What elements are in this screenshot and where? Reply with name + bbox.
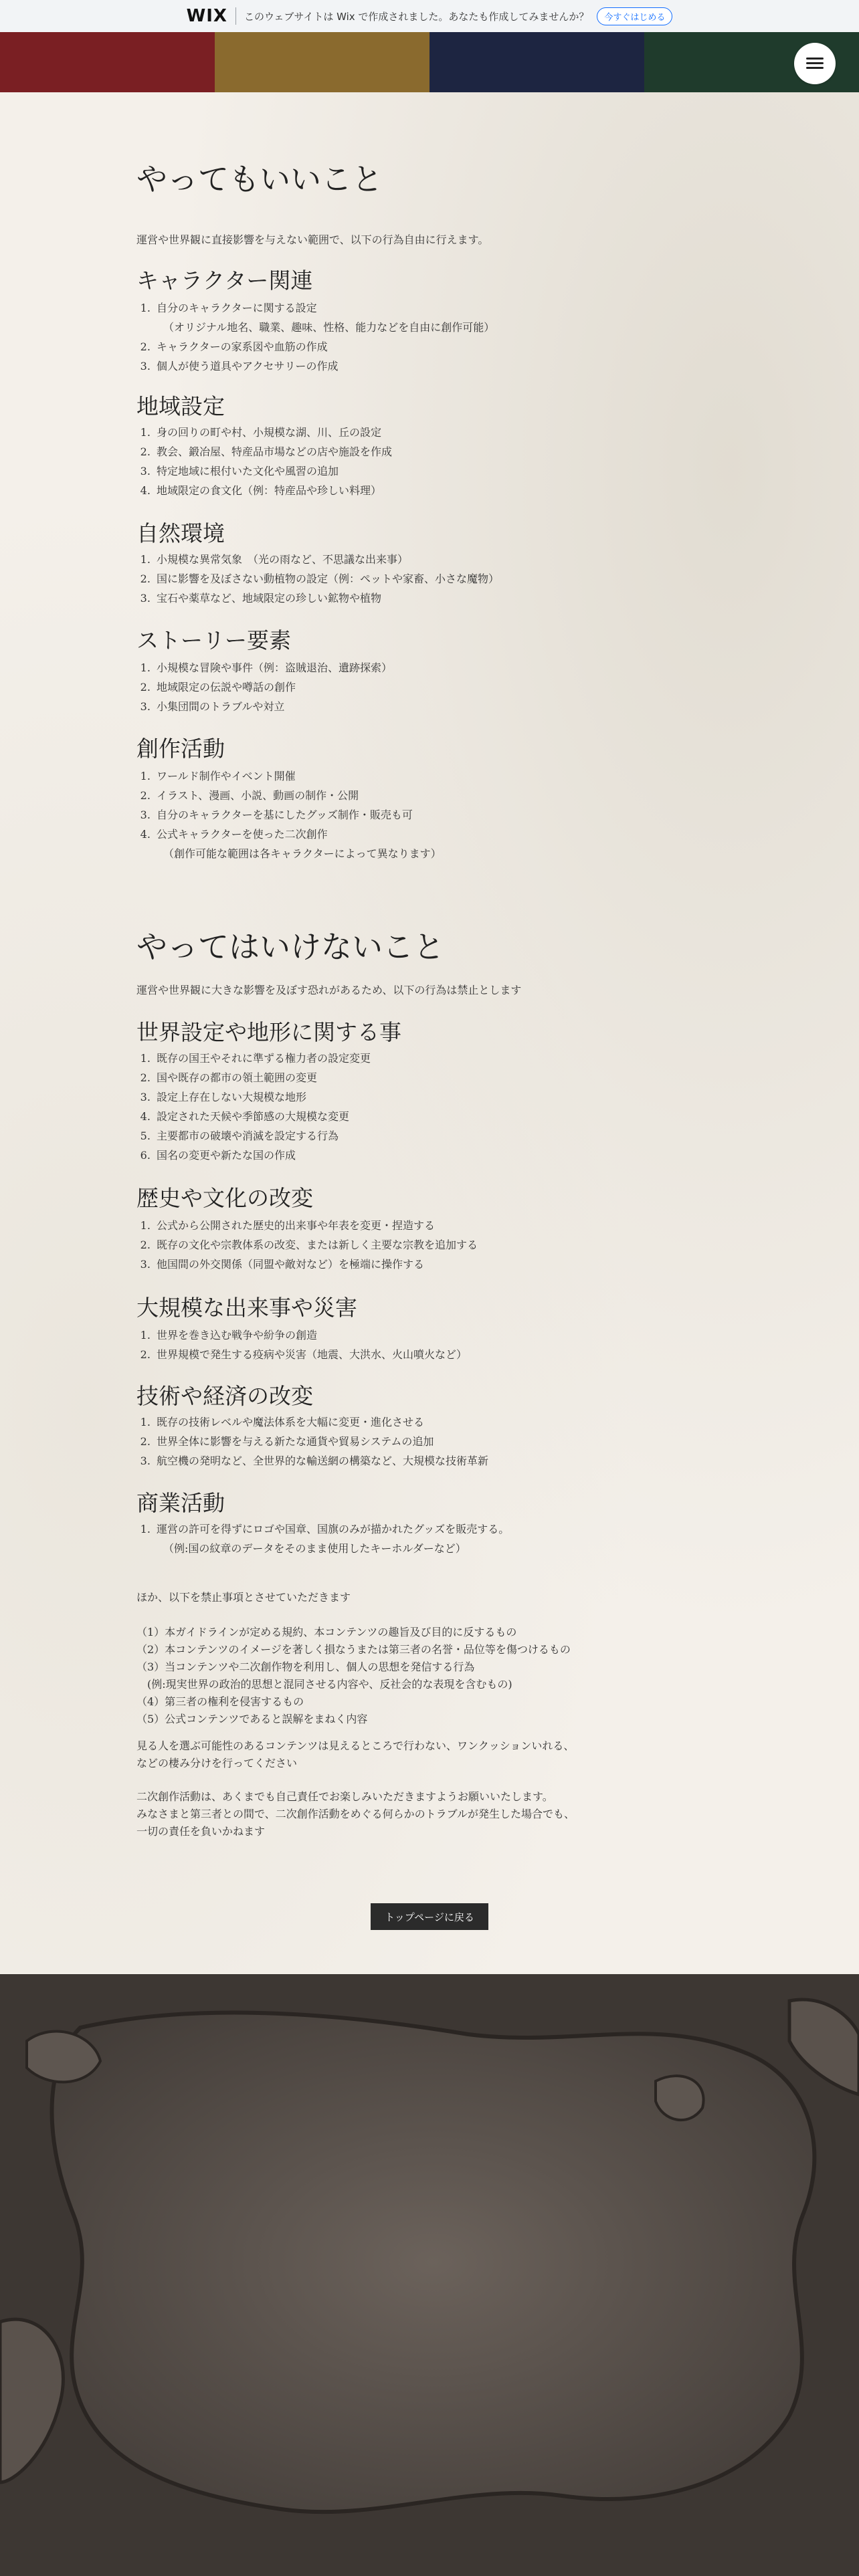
disaster-list [136, 1325, 467, 1364]
world-map-illustration [0, 1974, 859, 2576]
story-list [136, 658, 392, 716]
nature-list [136, 550, 499, 608]
section-heading-creative: 創作活動 [136, 736, 225, 762]
list-item: 4. 地域限定の食文化（例：特産品や珍しい料理） [154, 481, 392, 500]
list-item: 3. 自分のキャラクターを基にしたグッズ制作・販売も可 [154, 805, 442, 825]
list-item: 2. イラスト、漫画、小説、動画の制作・公開 [154, 786, 442, 805]
map-image [0, 1974, 859, 2576]
other-prohibitions-intro: ほか、以下を禁止事項とさせていただきます [136, 1591, 351, 1604]
list-item: 2. 教会、鍛冶屋、特産品市場などの店や施設を作成 [154, 442, 392, 461]
list-item: 2. 地域限定の伝説や噂話の創作 [154, 677, 392, 697]
allowed-title: やってもいいこと [136, 161, 383, 197]
list-item: 3. 他国間の外交関係（同盟や敵対など）を極端に操作する [154, 1255, 478, 1274]
list-item: 3. 個人が使う道具やアクセサリーの作成 [154, 356, 494, 376]
strip-navy [430, 32, 644, 92]
list-item: 1. 小規模な異常気象 （光の雨など、不思議な出来事） [154, 550, 499, 569]
list-item: 1. 小規模な冒険や事件（例：盗賊退治、遺跡探索） [154, 658, 392, 677]
forbidden-intro: 運営や世界観に大きな影響を及ぼす恐れがあるため、以下の行為は禁止とします [136, 984, 522, 996]
forbidden-title: やってはいけないこと [136, 929, 444, 965]
section-heading-disaster: 大規模な出来事や災害 [136, 1295, 357, 1321]
section-heading-world: 世界設定や地形に関する事 [136, 1019, 401, 1045]
list-item: 5. 主要都市の破壊や消滅を設定する行為 [154, 1126, 371, 1146]
list-item: 1. 既存の国王やそれに準ずる権力者の設定変更 [154, 1049, 371, 1068]
creative-list [136, 766, 442, 863]
list-item: 1. 既存の技術レベルや魔法体系を大幅に変更・進化させる [154, 1412, 488, 1432]
list-item: 6. 国名の変更や新たな国の作成 [154, 1146, 371, 1165]
wix-start-button[interactable]: 今すぐはじめる [597, 7, 672, 25]
list-item: 2. 国や既存の都市の領土範囲の変更 [154, 1068, 371, 1087]
strip-red [0, 32, 215, 92]
section-heading-character: キャラクター関連 [136, 267, 313, 294]
list-item: 2. キャラクターの家系図や血筋の作成 [154, 337, 494, 356]
region-list [136, 423, 392, 500]
menu-button[interactable] [794, 43, 836, 84]
back-to-top-button[interactable]: トップページに戻る [371, 1903, 488, 1930]
section-heading-region: 地域設定 [136, 393, 225, 419]
list-item: 2. 国に影響を及ぼさない動植物の設定（例：ペットや家畜、小さな魔物） [154, 569, 499, 588]
list-item: 2. 世界規模で発生する疫病や災害（地震、大洪水、火山噴火など） [154, 1345, 467, 1364]
section-heading-commerce: 商業活動 [136, 1490, 225, 1516]
section-heading-story: ストーリー要素 [136, 627, 291, 653]
list-item: 3. 設定上存在しない大規模な地形 [154, 1087, 371, 1107]
list-item: 3. 特定地域に根付いた文化や風習の追加 [154, 461, 392, 481]
other-prohibitions-list: （1）本ガイドラインが定める規約、本コンテンツの趣旨及び目的に反するもの （2）本コンテンツのイメージを著しく損なうまたは第三者の名誉・品位等を傷つけるもの （3）当コンテンツや二次創作物を利用し、個人の思想を発信する行為 (例:現実世界の政治的思想と混同させる内容や、反社会的な表現を含むもの) （4）第三者の権利を侵害するもの （5）公式コンテンツであると誤解をまねく内容 [136, 1626, 571, 1725]
list-item: 1. 運営の許可を得ずにロゴや国章、国旗のみが描かれたグッズを販売する。 （例:国の紋章のデータをそのまま使用したキーホルダーなど） [154, 1519, 509, 1558]
list-item: 3. 小集団間のトラブルや対立 [154, 697, 392, 716]
commerce-list [136, 1519, 509, 1558]
section-heading-nature: 自然環境 [136, 520, 225, 546]
wix-banner-message[interactable]: このウェブサイトは Wix で作成されました。あなたも作成してみませんか？ [244, 10, 589, 23]
list-item: 1. 世界を巻き込む戦争や紛争の創造 [154, 1325, 467, 1345]
responsibility-notice: 二次創作活動は、あくまでも自己責任でお楽しみいただきますようお願いいたします。 みなさまと第三者との間で、二次創作活動をめぐる何らかのトラブルが発生した場合でも、一切の責任を負いかねます [136, 1790, 575, 1838]
section-heading-history: 歴史や文化の改変 [136, 1185, 313, 1211]
list-item: 2. 既存の文化や宗教体系の改変、または新しく主要な宗教を追加する [154, 1235, 478, 1255]
list-item: 2. 世界全体に影響を与える新たな通貨や貿易システムの追加 [154, 1432, 488, 1451]
list-item: 4. 公式キャラクターを使った二次創作 （創作可能な範囲は各キャラクターによって異なります） [154, 825, 442, 863]
wix-logo[interactable]: WIX [186, 6, 227, 26]
character-list [136, 298, 494, 376]
list-item: 1. 公式から公開された歴史的出来事や年表を変更・捏造する [154, 1216, 478, 1235]
list-item: 1. 自分のキャラクターに関する設定 （オリジナル地名、職業、趣味、性格、能力などを自由に創作可能） [154, 298, 494, 337]
list-item: 1. 身の回りの町や村、小規模な湖、川、丘の設定 [154, 423, 392, 442]
world-list [136, 1049, 371, 1165]
history-list [136, 1216, 478, 1274]
hamburger-menu-icon [806, 58, 824, 70]
list-item: 1. ワールド制作やイベント開催 [154, 766, 442, 786]
allowed-intro: 運営や世界観に直接影響を与えない範囲で、以下の行為自由に行えます。 [136, 233, 489, 246]
banner-divider [235, 7, 236, 25]
list-item: 3. 宝石や薬草など、地域限定の珍しい鉱物や植物 [154, 588, 499, 608]
strip-gold [215, 32, 430, 92]
wix-banner [0, 0, 859, 33]
section-heading-tech: 技術や経済の改変 [136, 1383, 313, 1409]
list-item: 4. 設定された天候や季節感の大規模な変更 [154, 1107, 371, 1126]
header-color-strip [0, 32, 859, 92]
list-item: 3. 航空機の発明など、全世界的な輸送網の構築など、大規模な技術革新 [154, 1451, 488, 1471]
zoning-notice: 見る人を選ぶ可能性のあるコンテンツは見えるところで行わない、ワンクッションいれる、などの棲み分けを行ってください [136, 1739, 575, 1769]
tech-list [136, 1412, 488, 1471]
